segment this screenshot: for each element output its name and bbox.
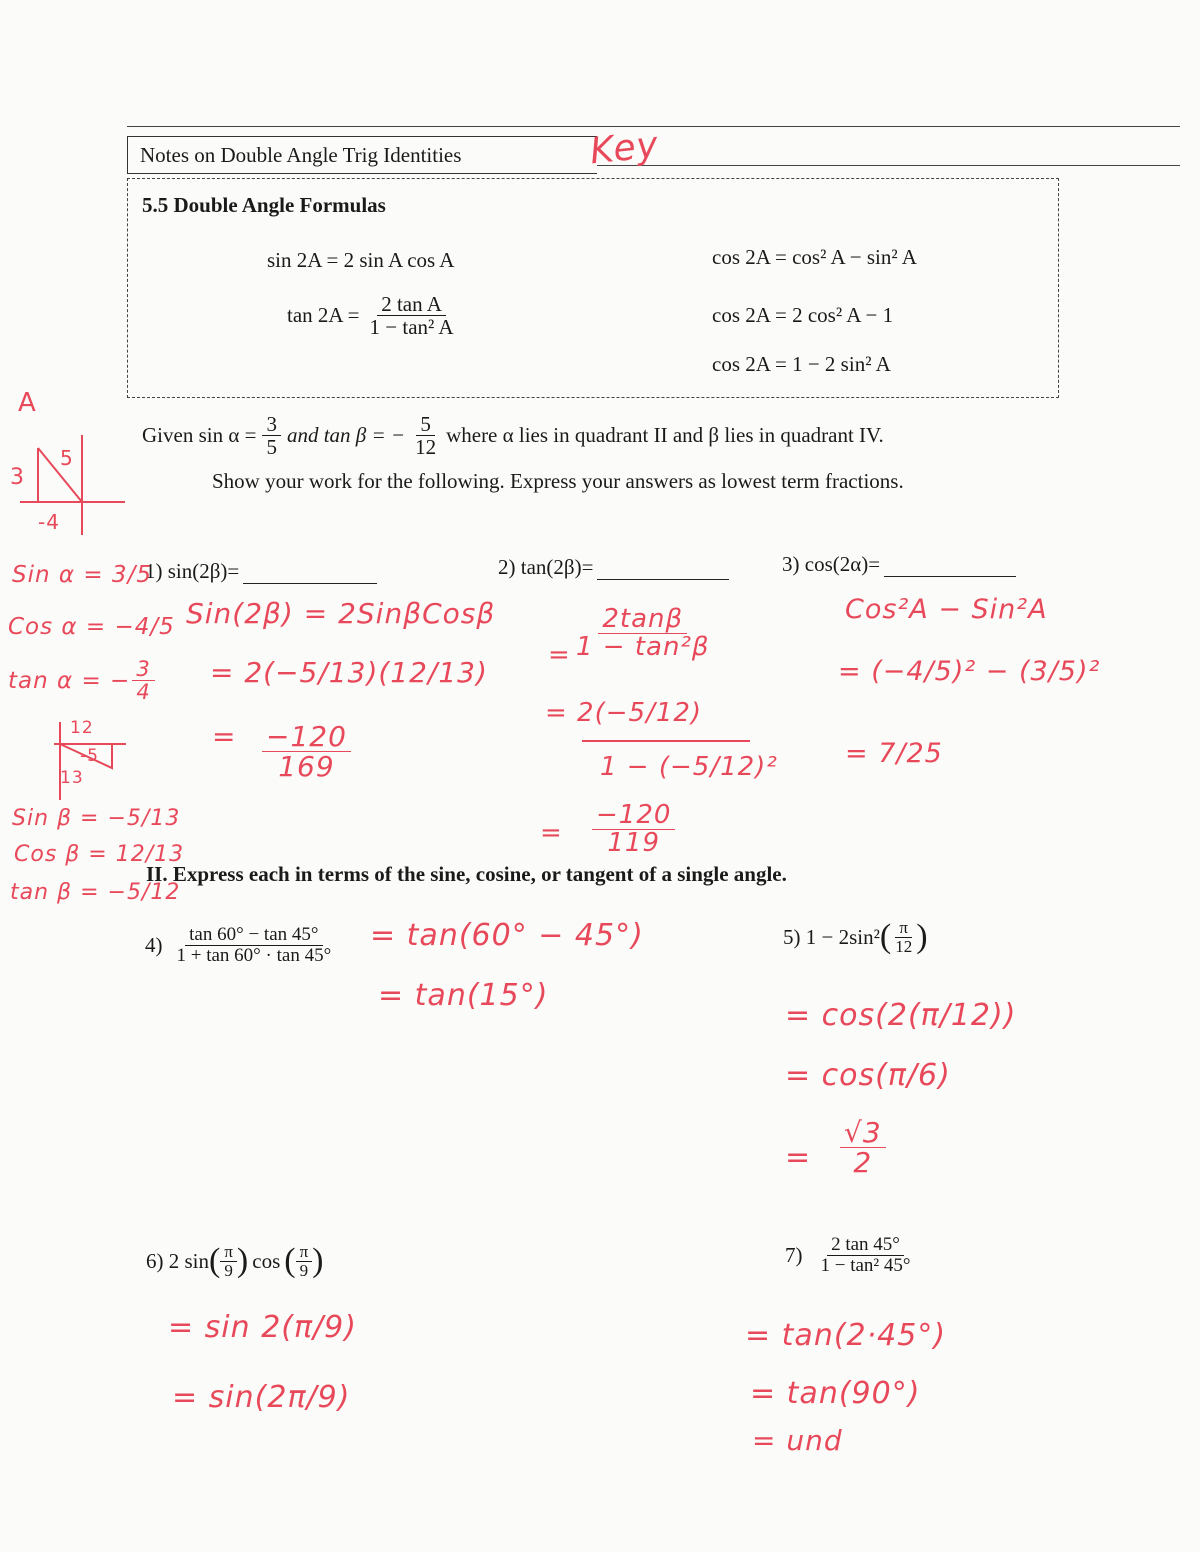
problem-6-cos: cos [252,1248,281,1273]
problem-6-den-2: 9 [299,1260,309,1280]
formula-tan2a-num: 2 tan A [377,293,446,316]
tan-alpha-num: 3 [132,658,154,681]
problem-6-paren-open-2: ( [284,1242,296,1279]
tan-alpha-den: 4 [136,680,151,705]
sin-beta-note: Sin β = −5/13 [12,806,181,831]
problem-2-label: 2) tan(2β)= [498,555,594,579]
p2-answer-den: 119 [607,828,661,859]
p2-answer-num: −120 [592,802,675,830]
key-mark: Key [588,124,661,173]
given-tan-fraction [411,413,440,458]
beta-tri-adj: 12 [70,718,94,738]
header-rule-bottom [597,165,1180,166]
alpha-tri-adj: -4 [38,510,60,534]
problem-6-den-1: 9 [224,1260,233,1280]
problem-3-blank [884,576,1016,577]
p2-work-num: 2tanβ [598,606,687,634]
p5-work-line2: = cos(π/6) [785,1058,951,1093]
instructions: Show your work for the following. Express your answers as lowest term fractions. [212,469,904,493]
p5-answer-den: 2 [853,1146,873,1180]
problem-6-fraction-1 [220,1243,237,1280]
tan-beta-note: tan β = −5/12 [10,880,181,905]
p5-work-eq3: = [785,1140,812,1175]
p7-work-line2: = tan(90°) [750,1376,921,1411]
p1-answer [262,722,351,782]
given-sin-num: 3 [262,413,281,436]
formulas-heading: 5.5 Double Angle Formulas [142,193,386,217]
tan-alpha-fraction [132,658,154,703]
p2-fraction-bar [582,740,750,742]
problem-6 [146,1242,324,1280]
p4-work-line2: = tan(15°) [378,978,549,1013]
formula-tan2a-lhs: tan 2A = [287,303,360,328]
problem-7-den: 1 − tan² 45° [820,1254,911,1276]
cos-beta-note: Cos β = 12/13 [14,842,185,867]
sin-alpha-note: Sin α = 3/5 [12,562,152,588]
problem-7-num: 2 tan 45° [827,1235,904,1256]
p3-work-line3: = 7/25 [845,738,943,769]
p2-work-line2: = 2(−5/12) [545,698,703,728]
p7-work-line3: = und [752,1424,843,1457]
formula-tan2a-den: 1 − tan² A [369,315,454,340]
beta-tri-opp: -5 [80,746,99,766]
problem-4 [145,925,335,966]
p2-work-line3: 1 − (−5/12)² [600,752,778,782]
page-title: Notes on Double Angle Trig Identities [140,143,462,167]
p1-answer-den: 169 [278,750,335,784]
formula-tan2a-fraction [366,293,458,338]
p1-work-eq3: = [212,720,237,753]
problem-6-num-2: π [296,1243,313,1262]
alpha-tri-opp: 3 [10,465,25,490]
p2-work-eq3: = [540,818,563,848]
problem-4-label: 4) [145,932,163,957]
cos-alpha-note: Cos α = −4/5 [8,614,175,640]
beta-tri-hyp: 13 [60,768,84,788]
p6-work-line1: = sin 2(π/9) [168,1310,357,1345]
problem-5-fraction [891,919,916,956]
problem-6-num-1: π [220,1243,237,1262]
problem-6-paren-open-1: ( [209,1242,221,1279]
problem-4-num: tan 60° − tan 45° [185,925,322,946]
problem-7-label: 7) [785,1242,803,1267]
formula-cos2a-2: cos 2A = 2 cos² A − 1 [712,303,894,327]
p1-work-line2: = 2(−5/13)(12/13) [210,656,488,689]
problem-6-paren-close-2: ) [312,1242,324,1279]
p2-answer [592,802,675,858]
p6-work-line2: = sin(2π/9) [172,1380,351,1415]
p5-answer-num: √3 [840,1118,886,1148]
problem-5-paren-close: ) [916,918,928,955]
formula-cos2a-1: cos 2A = cos² A − sin² A [712,245,917,269]
problem-2-blank [597,579,729,580]
given-sin-fraction [262,413,281,458]
problem-7 [785,1235,914,1276]
margin-letter-a: A [18,388,37,418]
problem-7-fraction [817,1235,915,1276]
p7-work-line1: = tan(2·45°) [745,1318,947,1353]
formula-tan2a [287,293,458,338]
problem-1-blank [243,583,377,584]
p4-work-line1: = tan(60° − 45°) [370,918,644,953]
p3-work-line1: Cos²A − Sin²A [845,594,1048,625]
problem-3-label: 3) cos(2α)= [782,552,881,576]
tan-alpha-note [8,658,155,703]
given-tan-num: 5 [416,413,435,436]
given-suffix: where α lies in quadrant II and β lies in quadrant IV. [446,423,884,448]
p1-answer-num: −120 [262,722,351,752]
p2-work-eq1: = [548,640,571,670]
problem-6-paren-close-1: ) [236,1242,249,1279]
problem-1 [145,559,377,584]
tan-alpha-lhs: tan α = − [8,667,131,694]
problem-5-num: π [895,919,912,938]
formula-sin2a: sin 2A = 2 sin A cos A [267,248,455,272]
problem-4-den: 1 + tan 60° · tan 45° [176,944,332,966]
problem-2 [498,555,729,580]
p2-work-den: 1 − tan²β [576,632,710,663]
p2-work-fraction [572,606,713,662]
problem-6-fraction-2 [296,1243,313,1280]
formula-cos2a-3: cos 2A = 1 − 2 sin² A [712,352,891,376]
part2-heading: II. Express each in terms of the sine, cosine, or tangent of a single angle. [146,862,787,886]
alpha-tri-hyp: 5 [60,446,74,470]
problem-5-paren-open: ( [879,918,892,955]
problem-5 [783,918,928,956]
given-tan-den: 12 [415,435,437,460]
given-mid: and tan β = − [286,423,406,448]
problem-5-label: 5) 1 − 2sin² [783,924,880,949]
given-statement [142,413,884,458]
given-sin-den: 5 [266,435,277,460]
p5-answer [840,1118,886,1178]
problem-3 [782,552,1016,577]
problem-6-label: 6) 2 sin [146,1248,209,1273]
given-prefix: Given sin α = [142,423,257,448]
p5-work-line1: = cos(2(π/12)) [785,998,1017,1033]
problem-5-den: 12 [895,936,913,956]
p3-work-line2: = (−4/5)² − (3/5)² [838,656,1101,687]
problem-1-label: 1) sin(2β)= [145,559,240,583]
problem-4-fraction [173,925,336,966]
p1-work-line1: Sin(2β) = 2SinβCosβ [186,597,496,630]
